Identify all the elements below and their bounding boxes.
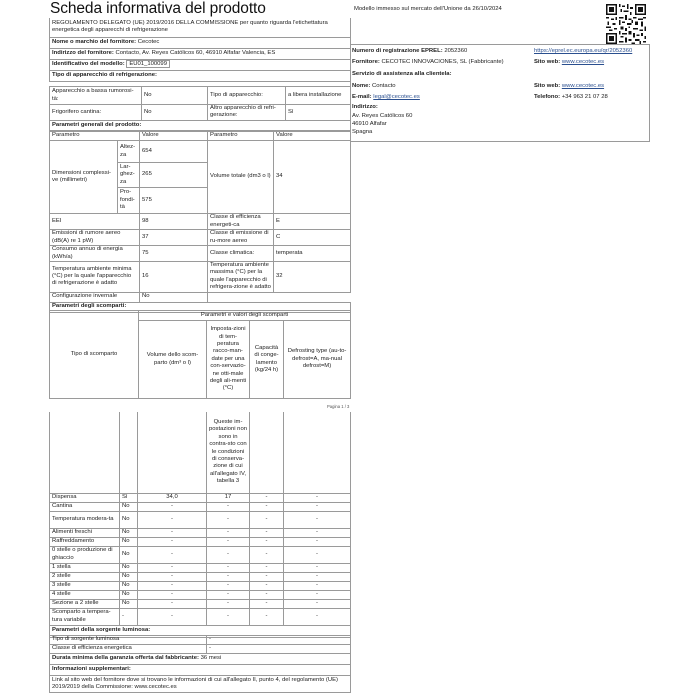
dim-value: 654 bbox=[140, 141, 208, 163]
compartment-defrost: - bbox=[284, 599, 351, 608]
empty-cell bbox=[250, 412, 284, 493]
compartment-row bbox=[50, 563, 351, 572]
regulation-text: REGOLAMENTO DELEGATO (UE) 2019/2016 DELLA COMMISSIONE per quanto riguarda l'etichettatura energetica degli apparecchi di refrigerazione bbox=[50, 18, 351, 37]
compartment-name: 1 stella bbox=[50, 563, 120, 572]
compartment-volume: 34,0 bbox=[138, 493, 207, 502]
compartment-present: No bbox=[120, 563, 138, 572]
compartment-name: Cantina bbox=[50, 502, 120, 511]
empty-cell bbox=[138, 412, 207, 493]
phone-row bbox=[532, 92, 650, 103]
col-header: Parametro bbox=[50, 131, 140, 141]
compartment-volume: - bbox=[138, 537, 207, 546]
type-label: Altro apparecchio di refri-gerazione: bbox=[208, 105, 286, 121]
param-label: Classe di efficienza energeti-ca bbox=[208, 214, 274, 230]
general-params-heading: Parametri generali del prodotto: bbox=[50, 120, 351, 131]
compartment-capacity: - bbox=[250, 493, 284, 502]
compartment-temp: - bbox=[207, 528, 250, 537]
light-class-value: - bbox=[207, 645, 351, 654]
param-label: Temperatura ambiente massima (°C) per la quale l'apparecchio di refrigera-zione è adatto bbox=[208, 262, 274, 293]
type-value: a libera installazione bbox=[286, 87, 351, 105]
light-source-heading: Parametri della sorgente luminosa: bbox=[50, 625, 351, 637]
param-label: Consumo annuo di energia (kWh/a) bbox=[50, 246, 140, 262]
compartment-defrost: - bbox=[284, 590, 351, 599]
empty-cell bbox=[208, 292, 274, 302]
compartment-capacity: - bbox=[250, 581, 284, 590]
compartment-present: Sì bbox=[120, 493, 138, 502]
col-header: Parametro bbox=[208, 131, 274, 141]
compartment-defrost: - bbox=[284, 546, 351, 563]
type-value: No bbox=[142, 87, 208, 105]
customer-service-heading: Servizio di assistenza alla clientela: bbox=[352, 70, 452, 77]
compartment-row bbox=[50, 581, 351, 590]
compartment-temp: - bbox=[207, 608, 250, 625]
compartments-table bbox=[49, 412, 351, 638]
compartment-volume: - bbox=[138, 511, 207, 528]
param-label: Temperatura ambiente minima (°C) per la quale l'apparecchio di refrigerazione è adatto bbox=[50, 262, 140, 293]
compartment-row bbox=[50, 608, 351, 625]
compartment-defrost: - bbox=[284, 502, 351, 511]
email-label: E-mail: bbox=[352, 93, 372, 100]
extra-info-text: Link al sito web del fornitore dove si trovano le informazioni di cui all'allegato II, punto 4, del regolamento (UE) 2019/2019 della Commissione: www.cecotec.es bbox=[50, 676, 351, 693]
compartment-temp: - bbox=[207, 546, 250, 563]
compartment-capacity: - bbox=[250, 599, 284, 608]
compartment-present: No bbox=[120, 572, 138, 581]
param-value: temperata bbox=[274, 246, 351, 262]
compartment-defrost: - bbox=[284, 537, 351, 546]
compartments-params-header: Parametri e valori degli scomparti bbox=[139, 311, 351, 321]
compartment-defrost: - bbox=[284, 563, 351, 572]
contact-name-row bbox=[350, 81, 532, 92]
compartment-temp: - bbox=[207, 581, 250, 590]
email-row bbox=[350, 92, 532, 103]
compartment-defrost: - bbox=[284, 608, 351, 625]
website-link[interactable]: www.cecotec.es bbox=[561, 58, 605, 65]
address-label: Indirizzo: bbox=[352, 104, 378, 111]
compartments-heading: Parametri degli scomparti: bbox=[50, 302, 351, 312]
compartment-name: Sezione a 2 stelle bbox=[50, 599, 120, 608]
model-id: EU01_100099 bbox=[126, 60, 170, 68]
volume-col-header: Volume dello scom-parto (dm³ o l) bbox=[139, 321, 207, 399]
supplier-address-label: Indirizzo del fornitore: bbox=[52, 49, 114, 56]
volume-label: Volume totale (dm3 o l) bbox=[208, 141, 274, 214]
compartment-name: 2 stelle bbox=[50, 572, 120, 581]
compartment-name: 4 stelle bbox=[50, 590, 120, 599]
temperature-col-header: Imposta-zioni di tem-peratura racco-man-date per una con-servazio-ne otti-male degli ali-menti (°C) bbox=[207, 321, 250, 399]
page-title: Scheda informativa del prodotto bbox=[50, 0, 266, 17]
winter-value: No bbox=[140, 292, 208, 302]
compartment-present: No bbox=[120, 511, 138, 528]
compartment-name: Alimenti freschi bbox=[50, 528, 120, 537]
defrost-col-header: Defrosting type (au-to-defrost=A, ma-nual defrost=M) bbox=[284, 321, 351, 399]
warranty-label: Durata minima della garanzia offerta dal fabbricante: bbox=[52, 655, 199, 662]
compartment-row bbox=[50, 537, 351, 546]
dim-value: 265 bbox=[140, 163, 208, 188]
address-line: Spagna bbox=[352, 129, 373, 136]
empty-cell bbox=[284, 412, 351, 493]
compartment-row bbox=[50, 599, 351, 608]
compartment-present: - bbox=[120, 608, 138, 625]
compartment-temp: - bbox=[207, 572, 250, 581]
compartment-temp: - bbox=[207, 502, 250, 511]
warranty-row bbox=[50, 654, 351, 665]
qr-code[interactable] bbox=[606, 4, 646, 44]
extra-info-heading: Informazioni supplementari: bbox=[50, 665, 351, 676]
empty-cell bbox=[50, 412, 120, 493]
supplier-value: CECOTEC INNOVACIONES, SL (Fabbricante) bbox=[381, 58, 504, 65]
compartment-volume: - bbox=[138, 502, 207, 511]
dimensions-label: Dimensioni complessi-ve (millimetri) bbox=[50, 141, 118, 214]
param-label: Emissioni di rumore aereo (dB(A) re 1 pW) bbox=[50, 230, 140, 246]
eprel-table bbox=[350, 46, 650, 137]
dim-label: Lar-ghez-za bbox=[118, 163, 140, 188]
compartment-row bbox=[50, 546, 351, 563]
website-label: Sito web: bbox=[534, 58, 561, 65]
compartment-name: 0 stelle o produzione di ghiaccio bbox=[50, 546, 120, 563]
dim-label: Altez-za bbox=[118, 141, 140, 163]
eprel-link[interactable]: https://eprel.ec.europa.eu/qr/2052360 bbox=[534, 47, 633, 54]
compartment-present: No bbox=[120, 590, 138, 599]
compartment-present: No bbox=[120, 581, 138, 590]
compartment-row bbox=[50, 493, 351, 502]
dim-label: Pro-fondi-tà bbox=[118, 188, 140, 214]
compartment-capacity: - bbox=[250, 546, 284, 563]
compartments-header-table bbox=[49, 310, 351, 399]
light-class-label: Classe di efficienza energetica bbox=[50, 645, 207, 654]
compartment-capacity: - bbox=[250, 537, 284, 546]
supplier-row bbox=[350, 57, 532, 68]
supplier-address: Contacto, Av. Reyes Católicos 60, 46910 Alfafar Valencia, ES bbox=[115, 49, 276, 56]
compartment-present: No bbox=[120, 537, 138, 546]
compartment-capacity: - bbox=[250, 608, 284, 625]
light-type-label: Tipo di sorgente luminosa bbox=[50, 636, 207, 645]
compartment-volume: - bbox=[138, 572, 207, 581]
compartment-row bbox=[50, 572, 351, 581]
compartment-capacity: - bbox=[250, 572, 284, 581]
compartment-temp: - bbox=[207, 590, 250, 599]
compartment-volume: - bbox=[138, 599, 207, 608]
website-row bbox=[532, 57, 650, 68]
supplier-name: Cecotec bbox=[137, 38, 160, 45]
param-label: Classe climatica: bbox=[208, 246, 274, 262]
model-label: Identificativo del modello: bbox=[52, 60, 125, 67]
compartment-temp: - bbox=[207, 511, 250, 528]
compartment-volume: - bbox=[138, 528, 207, 537]
type-label: Apparecchio a bassa rumorosi-tà: bbox=[50, 87, 142, 105]
compartment-row bbox=[50, 590, 351, 599]
freezing-capacity-col-header: Capacità di conge-lamento (kg/24 h) bbox=[250, 321, 284, 399]
param-value: 32 bbox=[274, 262, 351, 293]
col-header: Valore bbox=[140, 131, 208, 141]
page-number: Pagina 1 / 3 bbox=[327, 404, 350, 409]
compartment-capacity: - bbox=[250, 590, 284, 599]
compartment-name: Scomparto a tempera-tura variabile bbox=[50, 608, 120, 625]
empty-cell bbox=[120, 412, 138, 493]
appliance-type-table bbox=[49, 86, 351, 132]
type-value: Sì bbox=[286, 105, 351, 121]
temperature-note: Queste im-postazioni non sono in contra-sto con le condizioni di conserva-zione di cui all'allegato IV, tabella 3 bbox=[207, 412, 250, 493]
email-link[interactable]: legal@cecotec.es bbox=[373, 93, 420, 100]
dim-value: 575 bbox=[140, 188, 208, 214]
address-line: Av. Reyes Católicos 60 bbox=[352, 113, 413, 120]
compartment-volume: - bbox=[138, 608, 207, 625]
phone-value: +34 963 21 07 28 bbox=[561, 93, 608, 100]
compartment-temp: - bbox=[207, 563, 250, 572]
light-source-table bbox=[49, 635, 351, 693]
compartment-volume: - bbox=[138, 581, 207, 590]
compartment-name: 3 stelle bbox=[50, 581, 120, 590]
param-value: E bbox=[274, 214, 351, 230]
volume-value: 34 bbox=[274, 141, 351, 214]
model-row bbox=[50, 59, 351, 70]
param-label: EEI bbox=[50, 214, 140, 230]
compartment-defrost: - bbox=[284, 511, 351, 528]
compartment-capacity: - bbox=[250, 563, 284, 572]
supplier-info-table bbox=[49, 18, 351, 82]
warranty-value: 36 mesi bbox=[200, 655, 222, 662]
market-date: Modello immesso sul mercato dell'Unione da 26/10/2024 bbox=[354, 6, 502, 12]
compartment-present: No bbox=[120, 502, 138, 511]
compartment-present: No bbox=[120, 599, 138, 608]
param-value: 98 bbox=[140, 214, 208, 230]
supplier-name-row bbox=[50, 37, 351, 48]
compartment-volume: - bbox=[138, 590, 207, 599]
param-value: C bbox=[274, 230, 351, 246]
compartment-capacity: - bbox=[250, 528, 284, 537]
compartment-capacity: - bbox=[250, 502, 284, 511]
appliance-type-heading: Tipo di apparecchio di refrigerazione: bbox=[50, 70, 351, 81]
contact-name-label: Nome: bbox=[352, 82, 371, 89]
compartment-name: Dispensa bbox=[50, 493, 120, 502]
param-value: 75 bbox=[140, 246, 208, 262]
col-header: Valore bbox=[274, 131, 351, 141]
eprel-row bbox=[350, 46, 532, 57]
supplier-name-label: Nome o marchio del fornitore: bbox=[52, 38, 137, 45]
compartment-defrost: - bbox=[284, 493, 351, 502]
type-label: Tipo di apparecchio: bbox=[208, 87, 286, 105]
compartment-volume: - bbox=[138, 546, 207, 563]
compartment-name: Raffreddamento bbox=[50, 537, 120, 546]
compartment-defrost: - bbox=[284, 572, 351, 581]
compartment-name: Temperatura modera-ta bbox=[50, 511, 120, 528]
phone-label: Telefono: bbox=[534, 93, 561, 100]
param-value: 37 bbox=[140, 230, 208, 246]
address-line: 46910 Alfafar bbox=[352, 121, 387, 128]
light-type-value: - bbox=[207, 636, 351, 645]
compartment-defrost: - bbox=[284, 528, 351, 537]
compartment-temp: 17 bbox=[207, 493, 250, 502]
param-value: 16 bbox=[140, 262, 208, 293]
compartment-volume: - bbox=[138, 563, 207, 572]
compartment-temp: - bbox=[207, 599, 250, 608]
type-value: No bbox=[142, 105, 208, 121]
service-website-link[interactable]: www.cecotec.es bbox=[561, 82, 605, 89]
general-params-table bbox=[49, 130, 351, 313]
supplier-address-row bbox=[50, 48, 351, 59]
param-label: Classe di emissione di ru-more aereo bbox=[208, 230, 274, 246]
compartment-row bbox=[50, 528, 351, 537]
supplier-label: Fornitore: bbox=[352, 58, 380, 65]
service-website-row bbox=[532, 81, 650, 92]
compartment-present: No bbox=[120, 528, 138, 537]
compartment-temp: - bbox=[207, 537, 250, 546]
website-label: Sito web: bbox=[534, 82, 561, 89]
compartment-row bbox=[50, 502, 351, 511]
compartment-type-header: Tipo di scomparto bbox=[50, 311, 139, 399]
contact-name: Contacto bbox=[371, 82, 396, 89]
compartment-capacity: - bbox=[250, 511, 284, 528]
eprel-number: 2052360 bbox=[444, 47, 468, 54]
compartment-row bbox=[50, 511, 351, 528]
compartment-present: No bbox=[120, 546, 138, 563]
eprel-label: Numero di registrazione EPREL: bbox=[352, 47, 443, 54]
empty-cell bbox=[274, 292, 351, 302]
compartment-defrost: - bbox=[284, 581, 351, 590]
winter-label: Configurazione invernale bbox=[50, 292, 140, 302]
type-label: Frigorifero cantina: bbox=[50, 105, 142, 121]
